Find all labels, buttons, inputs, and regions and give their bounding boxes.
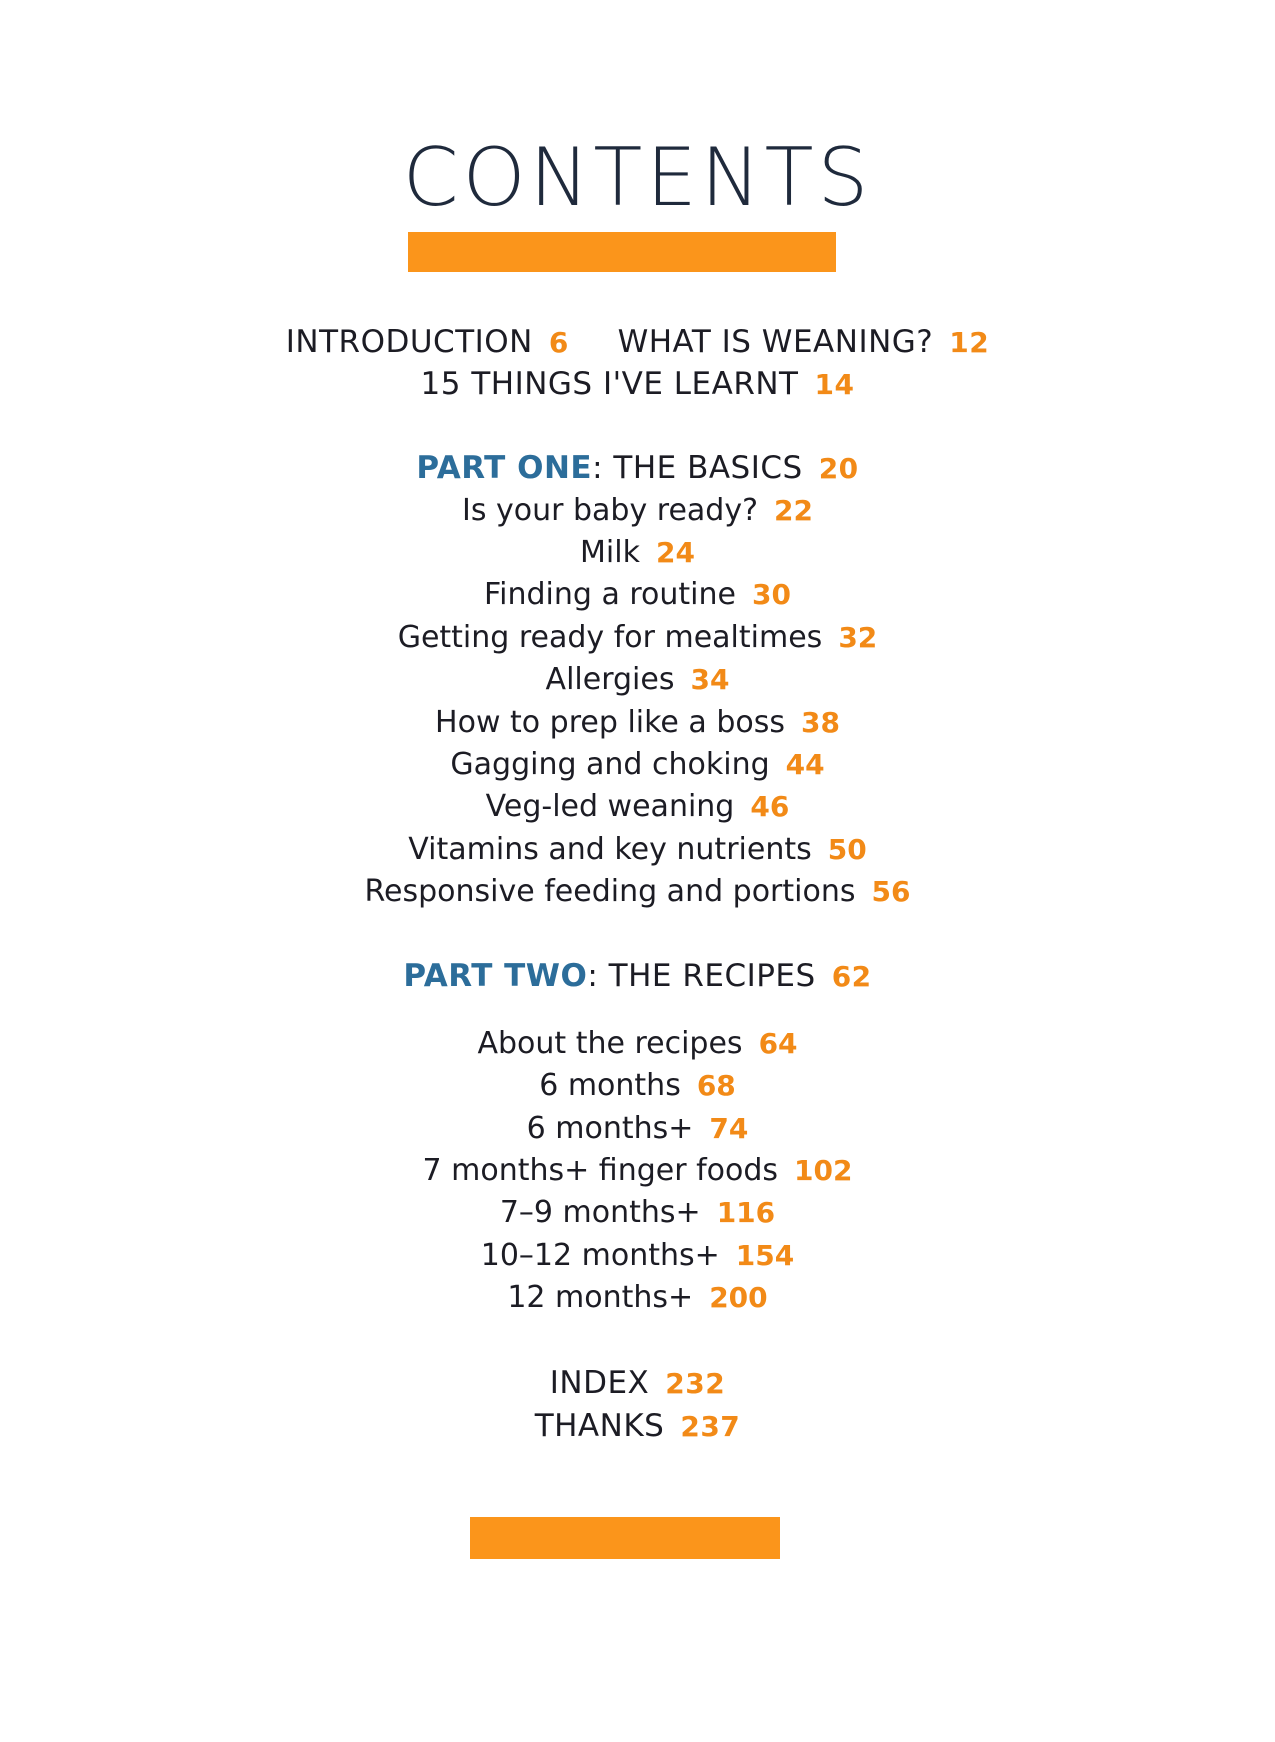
toc-entry[interactable]: 7 months+ finger foods 102 — [422, 1153, 853, 1188]
part-label: PART TWO — [403, 958, 588, 994]
toc-entry[interactable]: 10–12 months+ 154 — [480, 1238, 795, 1273]
page-number: 64 — [758, 1027, 798, 1060]
footer-accent-bar — [470, 1517, 780, 1559]
toc-entry-15-things[interactable]: 15 THINGS I'VE LEARNT 14 — [420, 366, 855, 402]
page-number: 22 — [774, 494, 813, 527]
part-one-heading[interactable]: PART ONE: THE BASICS 20 — [416, 450, 859, 486]
toc-entry[interactable]: How to prep like a boss 38 — [435, 705, 840, 740]
page-number: 32 — [838, 621, 878, 654]
page-number: 6 — [548, 326, 569, 359]
page-number: 12 — [949, 326, 990, 359]
page-number: 232 — [665, 1367, 726, 1400]
page-number: 38 — [800, 706, 840, 739]
toc-entry[interactable]: 12 months+ 200 — [507, 1280, 768, 1315]
page-number: 237 — [680, 1410, 741, 1443]
toc-entry[interactable]: Veg-led weaning 46 — [485, 789, 790, 824]
toc-entry[interactable]: 7–9 months+ 116 — [499, 1195, 776, 1230]
toc-entry[interactable]: Is your baby ready? 22 — [462, 493, 813, 528]
toc-entry[interactable]: Finding a routine 30 — [484, 577, 791, 612]
page-title: CONTENTS — [402, 131, 873, 224]
page-number: 56 — [871, 875, 911, 908]
part-two-heading[interactable]: PART TWO: THE RECIPES 62 — [403, 958, 872, 994]
page-number: 154 — [735, 1239, 795, 1272]
toc-entry[interactable]: Getting ready for mealtimes 32 — [397, 620, 878, 655]
page-number: 74 — [709, 1112, 749, 1145]
toc-intro-row — [0, 322, 1275, 363]
page-number: 200 — [709, 1281, 768, 1314]
toc-entry-index[interactable]: INDEX 232 — [549, 1365, 726, 1401]
page-number: 14 — [814, 368, 855, 401]
page-number: 46 — [750, 790, 790, 823]
page-number: 34 — [690, 663, 730, 696]
page-number: 50 — [827, 833, 867, 866]
page-number: 62 — [831, 960, 872, 993]
title-underline-bar — [408, 232, 836, 272]
toc-entry[interactable]: Allergies 34 — [545, 662, 730, 697]
toc-entry-introduction[interactable]: INTRODUCTION 6 — [285, 324, 569, 360]
toc-entry[interactable]: Gagging and choking 44 — [450, 747, 825, 782]
page-number: 20 — [818, 452, 859, 485]
toc-entry-what-is-weaning[interactable]: WHAT IS WEANING? 12 — [617, 324, 990, 360]
page-number: 44 — [785, 748, 825, 781]
page-number: 116 — [716, 1196, 776, 1229]
part-label: PART ONE — [416, 450, 593, 486]
toc-entry[interactable]: 6 months+ 74 — [526, 1111, 749, 1146]
toc-entry[interactable]: About the recipes 64 — [477, 1026, 798, 1061]
page-number: 30 — [751, 578, 791, 611]
toc-entry[interactable]: Responsive feeding and portions 56 — [364, 874, 911, 909]
toc-entry-thanks[interactable]: THANKS 237 — [534, 1408, 741, 1444]
page-number: 24 — [655, 536, 695, 569]
toc-entry[interactable]: 6 months 68 — [539, 1068, 736, 1103]
toc-entry[interactable]: Vitamins and key nutrients 50 — [408, 832, 867, 867]
page-number: 102 — [794, 1154, 853, 1187]
toc-entry[interactable]: Milk 24 — [580, 535, 695, 570]
page-number: 68 — [696, 1069, 736, 1102]
